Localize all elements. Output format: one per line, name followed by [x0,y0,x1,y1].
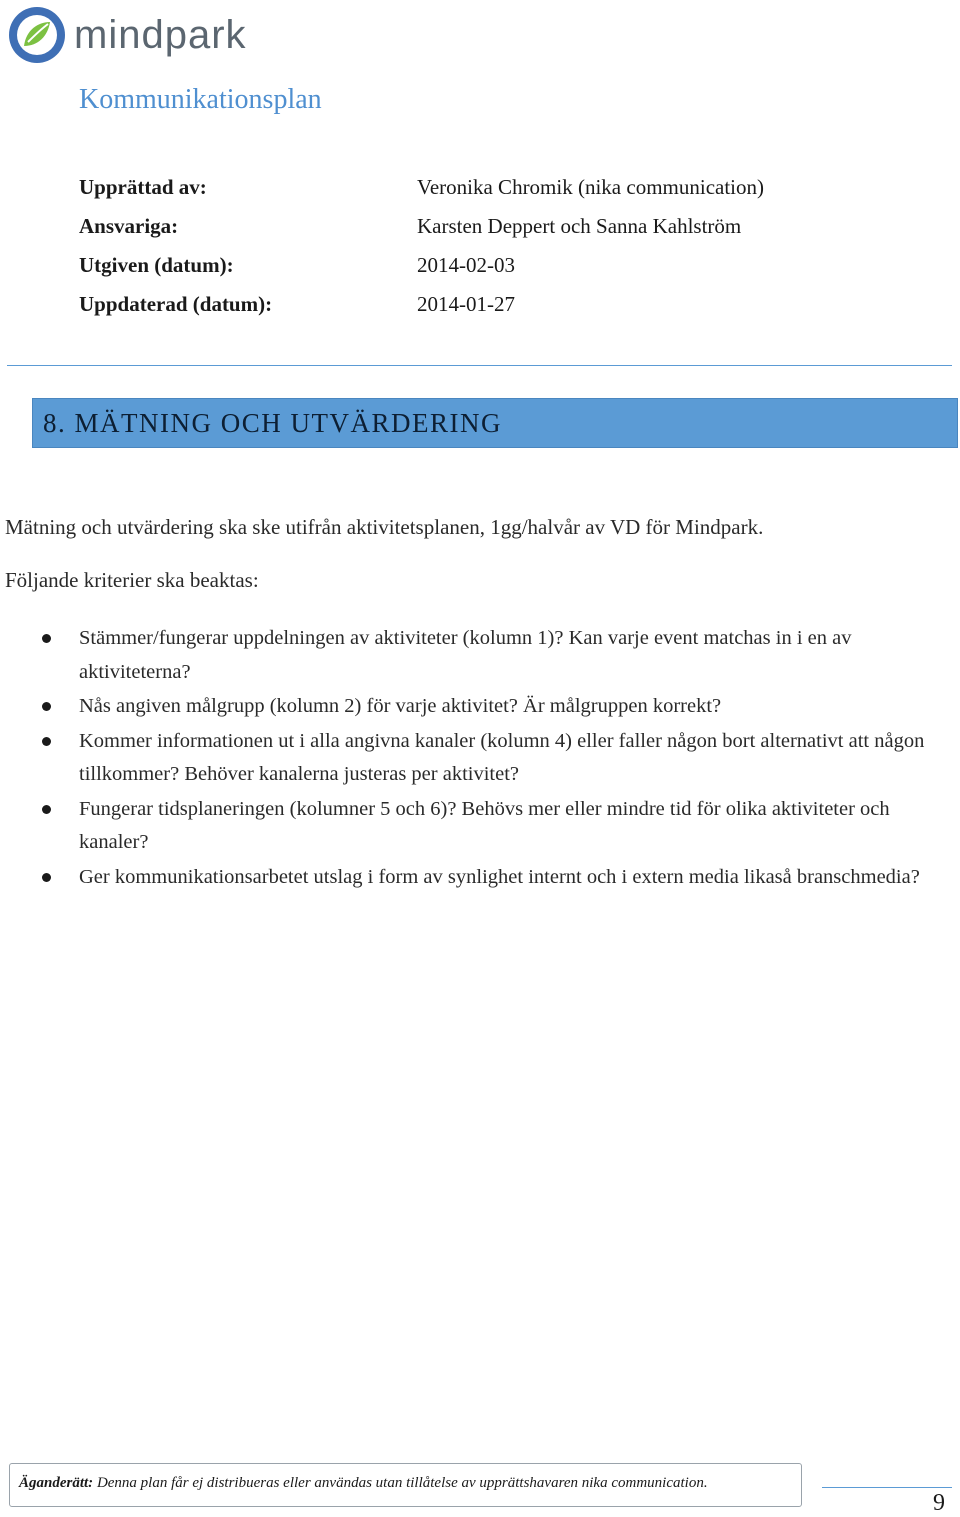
meta-key: Uppdaterad (datum): [79,292,273,316]
list-item [40,861,955,895]
footer-divider [822,1487,952,1488]
document-title: Kommunikationsplan [79,84,322,115]
meta-value: 2014-01-27 [417,292,515,316]
list-item-text: Fungerar tidsplaneringen (kolumner 5 och 6)? Behövs mer eller mindre tid för olika aktiviteter och kanaler? [79,797,890,853]
list-item [40,793,955,860]
section-heading: 8. MÄTNING OCH UTVÄRDERING [43,408,502,438]
footer-copyright-box [9,1463,802,1507]
footer-copyright [19,1475,708,1492]
page-number: 9 [933,1490,945,1516]
bullet-icon [42,737,51,746]
bullet-icon [42,873,51,882]
meta-row-published [79,246,764,285]
list-item [40,725,955,792]
list-item-text: Ger kommunikationsarbetet utslag i form av synlighet internt och i extern media likaså branschmedia? [79,865,920,888]
footer-label: Äganderätt: [19,1475,94,1491]
bullet-icon [42,702,51,711]
bullet-icon [42,805,51,814]
meta-value: 2014-02-03 [417,253,515,277]
section-heading-bar [32,398,958,448]
logo [8,6,247,64]
meta-row-author [79,168,764,207]
meta-key: Ansvariga: [79,214,179,238]
meta-value: Veronika Chromik (nika communication) [417,175,765,199]
logo-wordmark: mindpark [74,13,247,57]
list-item-text: Stämmer/fungerar uppdelningen av aktiviteter (kolumn 1)? Kan varje event matchas in i en av aktiviteterna? [79,627,852,683]
list-item [40,622,955,689]
criteria-list [40,622,955,895]
list-item-text: Kommer informationen ut i alla angivna kanaler (kolumn 4) eller faller någon bort alternativt att någon tillkommer? Behöver kanalerna justeras per aktivitet? [79,729,925,785]
meta-row-responsible [79,207,764,246]
meta-row-updated [79,285,764,324]
meta-key: Utgiven (datum): [79,253,234,277]
list-item [40,690,955,724]
header-divider [7,365,952,366]
criteria-lead: Följande kriterier ska beaktas: [5,568,259,592]
document-meta [79,168,764,324]
list-item-text: Nås angiven målgrupp (kolumn 2) för varje aktivitet? Är målgruppen korrekt? [79,695,722,717]
bullet-icon [42,634,51,643]
mindpark-logo-icon [8,6,66,64]
meta-value: Karsten Deppert och Sanna Kahlström [417,214,742,238]
meta-key: Upprättad av: [79,175,207,199]
footer-text: Denna plan får ej distribueras eller användas utan tillåtelse av upprättshavaren nika communication. [93,1475,708,1491]
section-intro: Mätning och utvärdering ska ske utifrån aktivitetsplanen, 1gg/halvår av VD för Mindpark. [5,515,764,539]
